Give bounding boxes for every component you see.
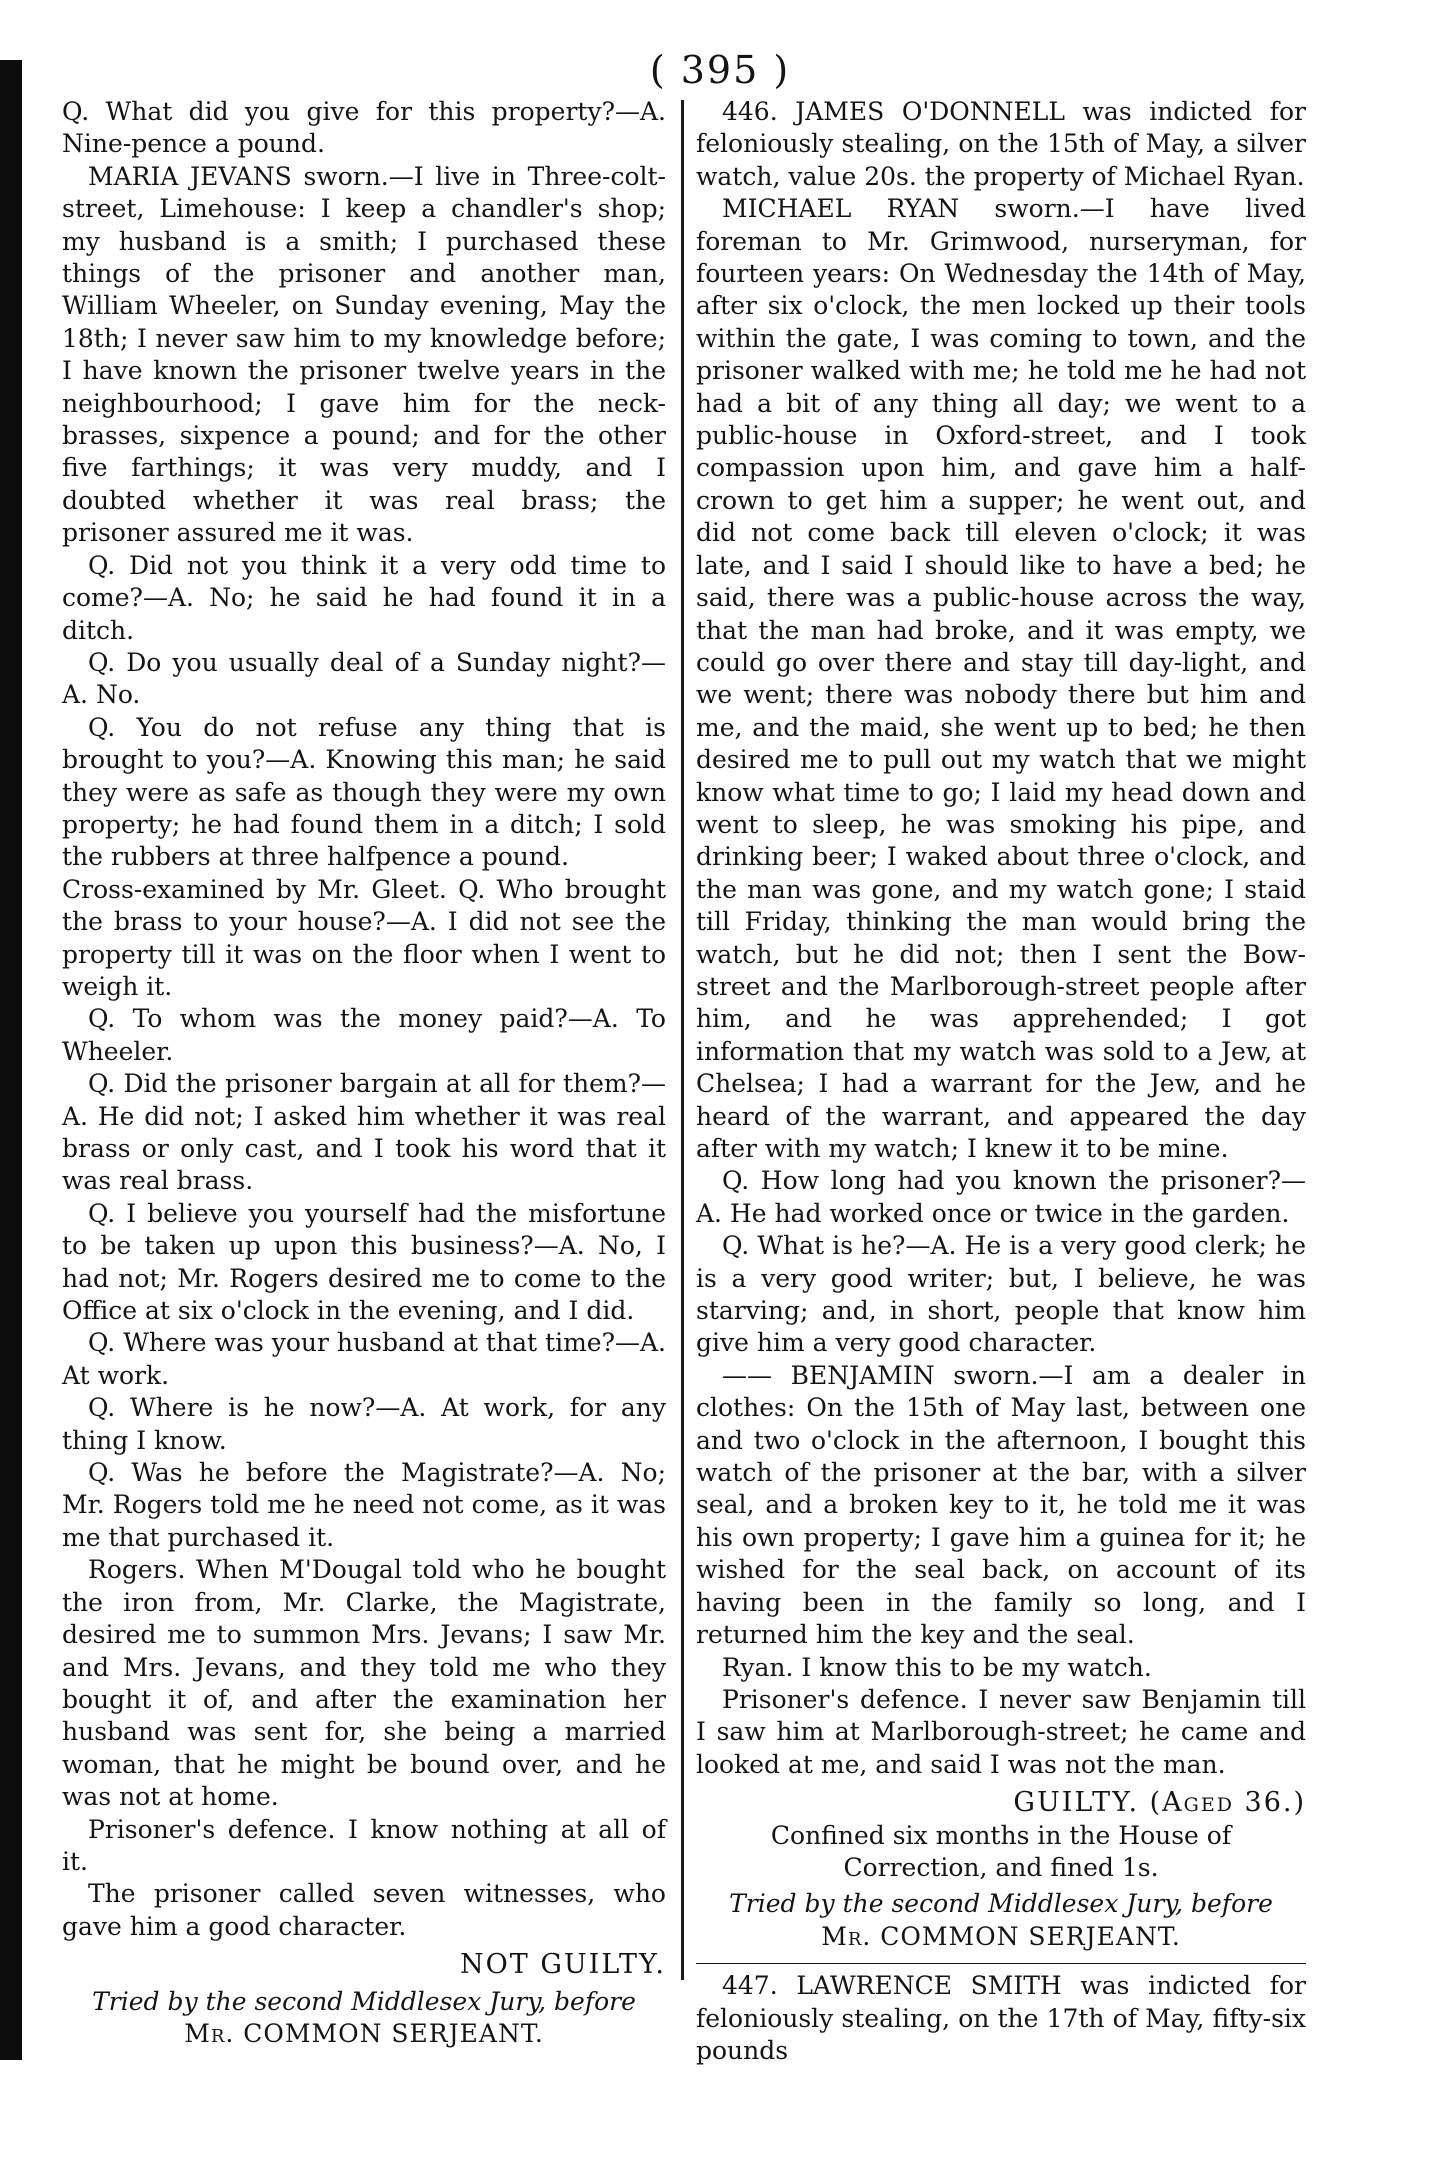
paragraph: MICHAEL RYAN sworn.—I have lived foreman to Mr. Grimwood, nurseryman, for fourteen years: On Wednesday the 14th of May, after six o'clock, the men locked up their tools within the gate, I was coming to town, and the prisoner walked with me; he told me he had not had a bit of any thing all day; we went to a public-house in Oxford-street, and I took compassion upon him, and gave him a half-crown to get him a supper; he went out, and did not come back till eleven o'clock; it was late, and I said I should like to have a bed; he said, there was a public-house across the way, that the man had broke, and it was empty, we could go over there and stay till day-light, and we went; there was nobody there but him and me, and the maid, she went up to bed; he then desired me to pull out my watch that we might know what time to go; I laid my head down and went to sleep, he was smoking his pipe, and drinking beer; I waked about three o'clock, and the man was gone, and my watch gone; I staid till Friday, thinking the man would bring the watch, but he did not; then I sent the Bow-street and the Marlborough-street people after him, and he was apprehended; I got information that my watch was sold to a Jew, at Chelsea; I had a warrant for the Jew, and he heard of the warrant, and appeared the day after with my watch; I knew it to be mine. — [696, 194, 1306, 1163]
judge-name: Mr. COMMON SERJEANT. — [821, 1921, 1181, 1951]
jury-note — [62, 1986, 666, 2051]
paragraph: Q. Did not you think it a very odd time to come?—A. No; he said he had found it in a ditch. — [62, 550, 666, 645]
paragraph: —— BENJAMIN sworn.—I am a dealer in clothes: On the 15th of May last, between one and two o'clock in the afternoon, I bought this watch of the prisoner at the bar, with a silver seal, and a broken key to it, he told me it was his own property; I gave him a guinea for it; he wished for the seal back, on account of its having been in the family so long, and I returned him the key and the seal. — [696, 1360, 1306, 1650]
paragraph: Q. To whom was the money paid?—A. To Wheeler. — [62, 1004, 666, 1066]
jury-line: Tried by the second Middlesex Jury, before — [729, 1889, 1273, 1919]
paragraph: Prisoner's defence. I know nothing at all of it. — [62, 1814, 666, 1876]
verdict: NOT GUILTY. — [459, 1949, 666, 1981]
sentence: Confined six months in the House of Correction, and fined 1s. — [770, 1820, 1232, 1882]
paragraph: Q. How long had you known the prisoner?—A. He had worked once or twice in the garden. — [696, 1166, 1306, 1228]
paragraph: Rogers. When M'Dougal told who he bought the iron from, Mr. Clarke, the Magistrate, desired me to summon Mrs. Jevans; I saw Mr. and Mrs. Jevans, and they told me who they bought it of, and after the examination her husband was sent for, she being a married woman, that he might be bound over, and he was not at home. — [62, 1555, 666, 1812]
jury-line: Tried by the second Middlesex Jury, before — [92, 1986, 636, 2016]
column-divider — [681, 100, 684, 1980]
page-binding-edge — [0, 60, 22, 2060]
jury-note — [696, 1888, 1306, 1953]
paragraph: Q. Where was your husband at that time?—A. At work. — [62, 1328, 666, 1390]
paragraph: Cross-examined by Mr. Gleet. Q. Who brought the brass to your house?—A. I did not see the property till it was on the floor when I went to weigh it. — [62, 874, 666, 1001]
paragraph: Prisoner's defence. I never saw Benjamin till I saw him at Marlborough-street; he came and looked at me, and said I was not the man. — [696, 1684, 1306, 1779]
right-margin-residue — [1345, 260, 1385, 2110]
paragraph: The prisoner called seven witnesses, who gave him a good character. — [62, 1879, 666, 1941]
case-heading: 446. JAMES O'DONNELL was indicted for feloniously stealing, on the 15th of May, a silver watch, value 20s. the property of Michael Ryan. — [696, 97, 1306, 191]
paragraph: Q. Where is he now?—A. At work, for any thing I know. — [62, 1393, 666, 1455]
paragraph: Q. Do you usually deal of a Sunday night?—A. No. — [62, 647, 666, 710]
paragraph: Q. I believe you yourself had the misfortune to be taken up upon this business?—A. No, I had not; Mr. Rogers desired me to come to the Office at six o'clock in the evening, and I did. — [62, 1198, 666, 1326]
page-number: ( 395 ) — [649, 48, 791, 92]
paragraph: MARIA JEVANS sworn.—I live in Three-colt-street, Limehouse: I keep a chandler's shop; my husband is a smith; I purchased these things of the prisoner and another man, William Wheeler, on Sunday evening, May the 18th; I never saw him to my knowledge before; I have known the prisoner twelve years in the neighbourhood; I gave him for the neck-brasses, sixpence a pound; and for the other five farthings; it was very muddy, and I doubted whether it was real brass; the prisoner assured me it was. — [62, 161, 666, 548]
paragraph: Q. What did you give for this property?—A. Nine-pence a pound. — [62, 97, 666, 159]
right-column — [696, 96, 1306, 2067]
case-heading: 447. LAWRENCE SMITH was indicted for feloniously stealing, on the 17th of May, fifty-six pounds — [696, 1971, 1306, 2065]
paragraph: Q. You do not refuse any thing that is brought to you?—A. Knowing this man; he said they were as safe as though they were my own property; he had found them in a ditch; I sold the rubbers at three halfpence a pound. — [62, 712, 666, 872]
verdict: GUILTY. (Aged 36.) — [1013, 1787, 1306, 1819]
paragraph: Q. Did the prisoner bargain at all for them?—A. He did not; I asked him whether it was real brass or only cast, and I took his word that it was real brass. — [62, 1069, 666, 1196]
judge-name: Mr. COMMON SERJEANT. — [184, 2018, 544, 2048]
paragraph: Q. What is he?—A. He is a very good clerk; he is a very good writer; but, I believe, he was starving; and, in short, people that know him give him a very good character. — [696, 1231, 1306, 1358]
paragraph: Ryan. I know this to be my watch. — [722, 1652, 1152, 1682]
left-column — [62, 96, 666, 2050]
case-separator — [696, 1963, 1306, 1964]
paragraph: Q. Was he before the Magistrate?—A. No; Mr. Rogers told me he need not come, as it was me that purchased it. — [62, 1458, 666, 1552]
